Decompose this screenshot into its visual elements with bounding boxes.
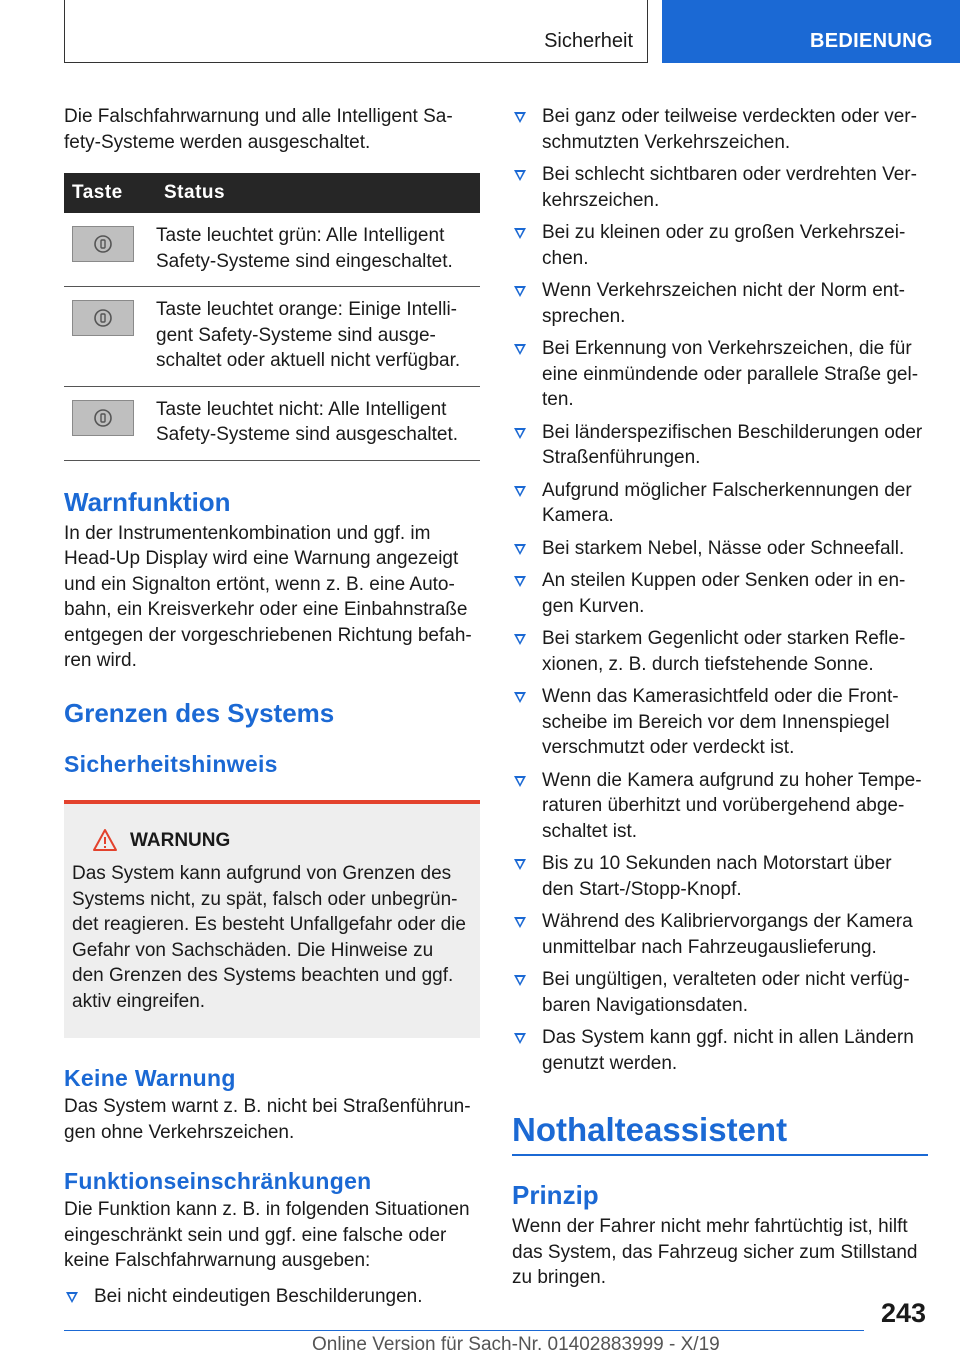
warnfunktion-text: In der Instrumentenkombination und ggf. im Head-Up Display wird eine Warnung angezeigt und ein Signalton ertönt, wenn z. B. eine Auto-bahn, ein Kreisverkehr oder eine Einbahnstraße entgegen der vorgeschriebenen Richtung befah-ren wird. — [64, 522, 472, 671]
warning-triangle-icon — [92, 828, 118, 852]
heading-sicherheitshinweis: Sicherheitshinweis — [64, 750, 278, 777]
list-item: An steilen Kuppen oder Senken oder in en-gen Kurven. — [512, 568, 928, 619]
list-item: Wenn Verkehrszeichen nicht der Norm ent-sprechen. — [512, 278, 928, 329]
right-column — [512, 104, 928, 1291]
table-row — [64, 287, 480, 387]
keine-warnung-text: Das System warnt z. B. nicht bei Straßenführun-gen ohne Verkehrszeichen. — [64, 1096, 471, 1143]
list-item: Bei starkem Nebel, Nässe oder Schneefall. — [512, 536, 928, 562]
bullet-triangle-icon — [514, 286, 526, 297]
list-item: Wenn die Kamera aufgrund zu hoher Tempe-raturen überhitzt und vorübergehend abge-schaltet ist. — [512, 768, 928, 845]
heading-warnfunktion: Warnfunktion — [64, 486, 231, 517]
intelligent-safety-button-icon — [72, 300, 134, 336]
list-item: Das System kann ggf. nicht in allen Ländern genutzt werden. — [512, 1025, 928, 1076]
table-header-status: Status — [156, 173, 480, 213]
bullet-triangle-icon — [514, 776, 526, 787]
bullet-triangle-icon — [514, 692, 526, 703]
page-number: 243 — [880, 1298, 926, 1328]
table-header-row — [64, 173, 480, 213]
heading-prinzip: Prinzip — [512, 1180, 599, 1210]
bullet-triangle-icon — [514, 576, 526, 587]
bullet-triangle-icon — [514, 228, 526, 239]
intelligent-safety-button-icon — [72, 226, 134, 262]
table-cell-status: Taste leuchtet orange: Einige Intelli-gent Safety-Systeme sind ausge-schaltet oder aktuell nicht verfügbar. — [156, 287, 480, 387]
list-item: Bei Erkennung von Verkehrszeichen, die für eine einmündende oder parallele Straße gel-ten. — [512, 336, 928, 413]
list-item: Aufgrund möglicher Falscherkennungen der Kamera. — [512, 478, 928, 529]
bullet-triangle-icon — [66, 1292, 78, 1303]
prinzip-text: Wenn der Fahrer nicht mehr fahrtüchtig ist, hilft das System, das Fahrzeug sicher zum Stillstand zu bringen. — [512, 1216, 918, 1288]
footer-text: Online Version für Sach-Nr. 01402883999 - X/19 — [312, 1334, 720, 1355]
table-row — [64, 386, 480, 460]
left-bullet-list — [64, 1284, 480, 1310]
bullet-triangle-icon — [514, 344, 526, 355]
list-item: Bei starkem Gegenlicht oder starken Refle-xionen, z. B. durch tiefstehende Sonne. — [512, 626, 928, 677]
list-item: Bei ganz oder teilweise verdeckten oder ver-schmutzten Verkehrszeichen. — [512, 104, 928, 155]
table-header-taste: Taste — [64, 173, 156, 213]
list-item: Bei nicht eindeutigen Beschilderungen. — [64, 1284, 480, 1310]
bullet-triangle-icon — [514, 170, 526, 181]
header-tab-bedienung[interactable]: BEDIENUNG — [662, 0, 960, 63]
intelligent-safety-button-icon — [72, 400, 134, 436]
intro-text: Die Falschfahrwarnung und alle Intelligent Sa-fety-Systeme werden ausgeschaltet. — [64, 106, 453, 153]
list-item: Bei ungültigen, veralteten oder nicht verfüg-baren Navigationsdaten. — [512, 967, 928, 1018]
bullet-triangle-icon — [514, 428, 526, 439]
heading-nothalteassistent: Nothalteassistent — [512, 1110, 928, 1156]
heading-keine-warnung: Keine Warnung — [64, 1065, 236, 1091]
table-row — [64, 213, 480, 287]
list-item: Während des Kalibriervorgangs der Kamera unmittelbar nach Fahrzeugauslieferung. — [512, 909, 928, 960]
header-box — [64, 0, 648, 63]
funktionseinschraenkungen-text: Die Funktion kann z. B. in folgenden Situationen eingeschränkt sein und ggf. eine falsche oder keine Falschfahrwarnung ausgeben: — [64, 1199, 470, 1271]
list-item: Wenn das Kamerasichtfeld oder die Front-scheibe im Bereich vor dem Innenspiegel verschmutzt oder verdeckt ist. — [512, 684, 928, 761]
bullet-triangle-icon — [514, 859, 526, 870]
left-column — [64, 104, 480, 1316]
bullet-triangle-icon — [514, 975, 526, 986]
list-item: Bei länderspezifischen Beschilderungen oder Straßenführungen. — [512, 420, 928, 471]
bullet-triangle-icon — [514, 112, 526, 123]
bullet-triangle-icon — [514, 634, 526, 645]
warning-label: WARNUNG — [130, 829, 231, 851]
right-bullet-list — [512, 104, 928, 1076]
table-cell-status: Taste leuchtet nicht: Alle Intelligent Safety-Systeme sind ausgeschaltet. — [156, 386, 480, 460]
warning-box — [64, 800, 480, 1039]
bullet-triangle-icon — [514, 1033, 526, 1044]
list-item: Bei zu kleinen oder zu großen Verkehrszei-chen. — [512, 220, 928, 271]
heading-funktionseinschraenkungen: Funktionseinschränkungen — [64, 1168, 372, 1194]
list-item: Bis zu 10 Sekunden nach Motorstart über den Start-/Stopp-Knopf. — [512, 851, 928, 902]
heading-grenzen: Grenzen des Systems — [64, 697, 335, 728]
button-status-table — [64, 173, 480, 461]
list-item: Bei schlecht sichtbaren oder verdrehten Ver-kehrszeichen. — [512, 162, 928, 213]
bullet-triangle-icon — [514, 917, 526, 928]
bullet-triangle-icon — [514, 544, 526, 555]
header-section: Sicherheit — [544, 30, 633, 52]
footer-divider — [64, 1330, 864, 1331]
warning-text: Das System kann aufgrund von Grenzen des Systems nicht, zu spät, falsch oder unbegrün-det reagieren. Es besteht Unfallgefahr oder die Gefahr von Sachschäden. Die Hinweise zu den Grenzen des Systems beachten und ggf. aktiv eingreifen. — [72, 863, 466, 1012]
table-cell-status: Taste leuchtet grün: Alle Intelligent Safety-Systeme sind eingeschaltet. — [156, 213, 480, 287]
bullet-triangle-icon — [514, 486, 526, 497]
